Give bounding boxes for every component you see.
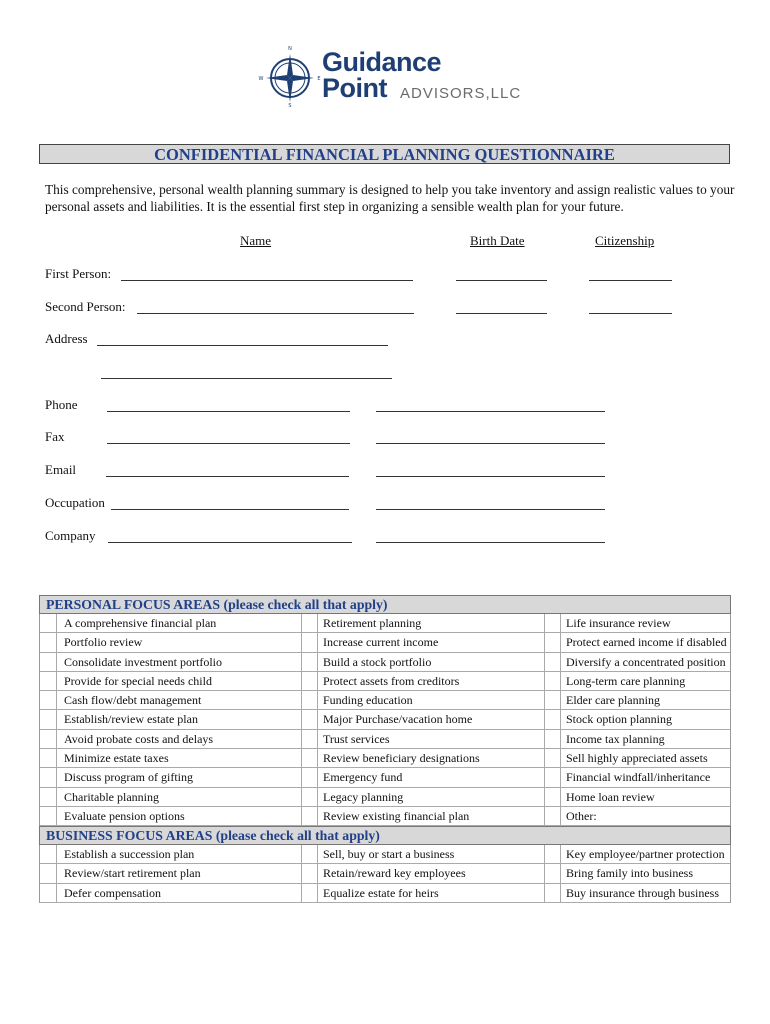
checkbox[interactable] bbox=[544, 807, 561, 825]
focus-option-label: Life insurance review bbox=[566, 616, 671, 630]
checkbox[interactable] bbox=[544, 653, 561, 671]
checkbox[interactable] bbox=[40, 788, 57, 806]
focus-option-label: Review beneficiary designations bbox=[323, 751, 480, 766]
focus-option-label: Establish/review estate plan bbox=[64, 712, 198, 727]
personal-focus-heading-bar bbox=[39, 595, 731, 614]
checkbox[interactable] bbox=[544, 614, 561, 632]
focus-option-label: Funding education bbox=[323, 693, 413, 708]
focus-option-label: Legacy planning bbox=[323, 789, 404, 804]
personal-focus-heading: PERSONAL FOCUS AREAS (please check all that apply) bbox=[46, 597, 388, 612]
logo-subtitle: ADVISORS,LLC bbox=[400, 85, 522, 102]
company-field-2[interactable] bbox=[376, 542, 605, 543]
focus-option-label: Trust services bbox=[323, 731, 390, 746]
svg-text:S: S bbox=[288, 103, 292, 108]
focus-option-label: Retain/reward key employees bbox=[323, 866, 466, 881]
focus-option-label: A comprehensive financial plan bbox=[64, 616, 217, 630]
focus-option-label: Retirement planning bbox=[323, 616, 422, 630]
checkbox[interactable] bbox=[301, 710, 318, 728]
document-title-bar bbox=[39, 144, 730, 164]
first-person-label: First Person: bbox=[45, 266, 112, 281]
fax-label: Fax bbox=[45, 429, 65, 444]
focus-option-label: Elder care planning bbox=[566, 693, 660, 708]
svg-text:E: E bbox=[317, 76, 321, 82]
focus-option-label: Defer compensation bbox=[64, 885, 161, 900]
checkbox[interactable] bbox=[40, 691, 57, 709]
checkbox[interactable] bbox=[40, 653, 57, 671]
focus-option-label: Long-term care planning bbox=[566, 673, 686, 688]
checkbox[interactable] bbox=[301, 845, 318, 863]
focus-option-label: Major Purchase/vacation home bbox=[323, 712, 473, 727]
second-person-label: Second Person: bbox=[45, 299, 126, 314]
table-row bbox=[40, 653, 730, 672]
checkbox[interactable] bbox=[301, 672, 318, 690]
checkbox[interactable] bbox=[40, 614, 57, 632]
phone-field-2[interactable] bbox=[376, 411, 605, 412]
address-line2-field[interactable] bbox=[101, 378, 392, 379]
table-row bbox=[40, 845, 730, 864]
table-row bbox=[40, 788, 730, 807]
first-person-citizenship-field[interactable] bbox=[589, 280, 672, 281]
address-line1-field[interactable] bbox=[97, 345, 388, 346]
focus-option-label: Discuss program of gifting bbox=[64, 770, 193, 785]
focus-option-label: Build a stock portfolio bbox=[323, 654, 432, 669]
table-row bbox=[40, 768, 730, 787]
table-row bbox=[40, 749, 730, 768]
company-label: Company bbox=[45, 528, 96, 543]
focus-option-label: Review existing financial plan bbox=[323, 808, 470, 823]
checkbox[interactable] bbox=[40, 730, 57, 748]
second-person-citizenship-field[interactable] bbox=[589, 313, 672, 314]
logo-word-guidance: Guidance bbox=[322, 47, 442, 77]
phone-field-1[interactable] bbox=[107, 411, 350, 412]
focus-option-label: Minimize estate taxes bbox=[64, 751, 169, 766]
intro-paragraph: This comprehensive, personal wealth planning summary is designed to help you take inventory and assign realistic values to your personal assets and liabilities. It is the essential first step in organizing a sensible wealth plan for your future. bbox=[45, 182, 735, 214]
checkbox[interactable] bbox=[544, 672, 561, 690]
focus-option-label: Charitable planning bbox=[64, 789, 159, 804]
focus-option-label: Other: bbox=[566, 808, 597, 823]
focus-option-label: Diversify a concentrated position bbox=[566, 654, 726, 669]
focus-option-label: Increase current income bbox=[323, 635, 439, 650]
second-person-name-field[interactable] bbox=[137, 313, 414, 314]
focus-option-label: Financial windfall/inheritance bbox=[566, 770, 711, 785]
focus-option-label: Income tax planning bbox=[566, 731, 665, 746]
occupation-field-2[interactable] bbox=[376, 509, 605, 510]
occupation-field-1[interactable] bbox=[111, 509, 349, 510]
focus-option-label: Consolidate investment portfolio bbox=[64, 654, 222, 669]
svg-text:N: N bbox=[288, 46, 292, 52]
email-field-1[interactable] bbox=[106, 476, 349, 477]
checkbox[interactable] bbox=[544, 633, 561, 651]
company-field-1[interactable] bbox=[108, 542, 352, 543]
checkbox[interactable] bbox=[40, 768, 57, 786]
checkbox[interactable] bbox=[301, 653, 318, 671]
focus-option-label: Stock option planning bbox=[566, 712, 672, 727]
table-row bbox=[40, 672, 730, 691]
table-row bbox=[40, 691, 730, 710]
checkbox[interactable] bbox=[544, 768, 561, 786]
checkbox[interactable] bbox=[40, 672, 57, 690]
compass-rose-icon bbox=[258, 44, 322, 108]
checkbox[interactable] bbox=[40, 710, 57, 728]
focus-option-label: Provide for special needs child bbox=[64, 673, 212, 688]
focus-option-label: Bring family into business bbox=[566, 866, 693, 881]
table-row bbox=[40, 884, 730, 903]
second-person-birth-date-field[interactable] bbox=[456, 313, 547, 314]
table-row bbox=[40, 710, 730, 729]
first-person-name-field[interactable] bbox=[121, 280, 413, 281]
fax-field-1[interactable] bbox=[107, 443, 350, 444]
focus-option-label: Emergency fund bbox=[323, 770, 403, 785]
focus-option-label: Cash flow/debt management bbox=[64, 693, 202, 708]
checkbox[interactable] bbox=[40, 633, 57, 651]
focus-option-label: Avoid probate costs and delays bbox=[64, 731, 214, 746]
focus-option-label: Equalize estate for heirs bbox=[323, 885, 439, 900]
checkbox[interactable] bbox=[544, 749, 561, 767]
occupation-label: Occupation bbox=[45, 495, 105, 510]
checkbox[interactable] bbox=[301, 788, 318, 806]
logo-word-point: Point bbox=[322, 73, 387, 103]
checkbox[interactable] bbox=[544, 691, 561, 709]
business-focus-heading-bar bbox=[39, 826, 731, 845]
checkbox[interactable] bbox=[301, 807, 318, 825]
checkbox[interactable] bbox=[40, 884, 57, 902]
focus-option-label: Protect earned income if disabled bbox=[566, 635, 727, 650]
business-focus-table bbox=[39, 845, 731, 903]
column-header-birth-date: Birth Date bbox=[470, 233, 525, 248]
checkbox[interactable] bbox=[544, 788, 561, 806]
focus-option-label: Portfolio review bbox=[64, 635, 143, 650]
focus-option-label: Protect assets from creditors bbox=[323, 673, 460, 688]
focus-option-label: Buy insurance through business bbox=[566, 885, 719, 900]
table-row bbox=[40, 807, 730, 826]
focus-option-label: Key employee/partner protection bbox=[566, 847, 725, 861]
checkbox[interactable] bbox=[301, 768, 318, 786]
checkbox[interactable] bbox=[40, 864, 57, 882]
focus-option-label: Review/start retirement plan bbox=[64, 866, 201, 881]
email-label: Email bbox=[45, 462, 77, 477]
checkbox[interactable] bbox=[544, 710, 561, 728]
document-title: CONFIDENTIAL FINANCIAL PLANNING QUESTIONNAIRE bbox=[154, 145, 615, 164]
table-row bbox=[40, 864, 730, 883]
checkbox[interactable] bbox=[301, 633, 318, 651]
table-row bbox=[40, 614, 730, 633]
column-header-citizenship: Citizenship bbox=[595, 233, 655, 248]
checkbox[interactable] bbox=[544, 864, 561, 882]
company-logo bbox=[258, 44, 522, 110]
column-header-name: Name bbox=[240, 233, 272, 248]
focus-option-label: Home loan review bbox=[566, 789, 655, 804]
checkbox[interactable] bbox=[40, 845, 57, 863]
phone-label: Phone bbox=[45, 397, 78, 412]
checkbox[interactable] bbox=[301, 884, 318, 902]
checkbox[interactable] bbox=[301, 691, 318, 709]
checkbox[interactable] bbox=[544, 884, 561, 902]
business-focus-heading: BUSINESS FOCUS AREAS (please check all that apply) bbox=[46, 828, 380, 843]
checkbox[interactable] bbox=[40, 807, 57, 825]
checkbox[interactable] bbox=[301, 614, 318, 632]
focus-option-label: Establish a succession plan bbox=[64, 847, 195, 861]
focus-option-label: Sell, buy or start a business bbox=[323, 847, 455, 861]
personal-focus-table bbox=[39, 614, 731, 826]
checkbox[interactable] bbox=[40, 749, 57, 767]
focus-option-label: Sell highly appreciated assets bbox=[566, 751, 708, 766]
checkbox[interactable] bbox=[544, 845, 561, 863]
focus-option-label: Evaluate pension options bbox=[64, 808, 185, 823]
table-row bbox=[40, 633, 730, 652]
checkbox[interactable] bbox=[301, 749, 318, 767]
first-person-birth-date-field[interactable] bbox=[456, 280, 547, 281]
checkbox[interactable] bbox=[301, 730, 318, 748]
checkbox[interactable] bbox=[544, 730, 561, 748]
svg-text:W: W bbox=[258, 76, 264, 82]
address-label: Address bbox=[45, 331, 88, 346]
table-row bbox=[40, 730, 730, 749]
email-field-2[interactable] bbox=[376, 476, 605, 477]
checkbox[interactable] bbox=[301, 864, 318, 882]
fax-field-2[interactable] bbox=[376, 443, 605, 444]
